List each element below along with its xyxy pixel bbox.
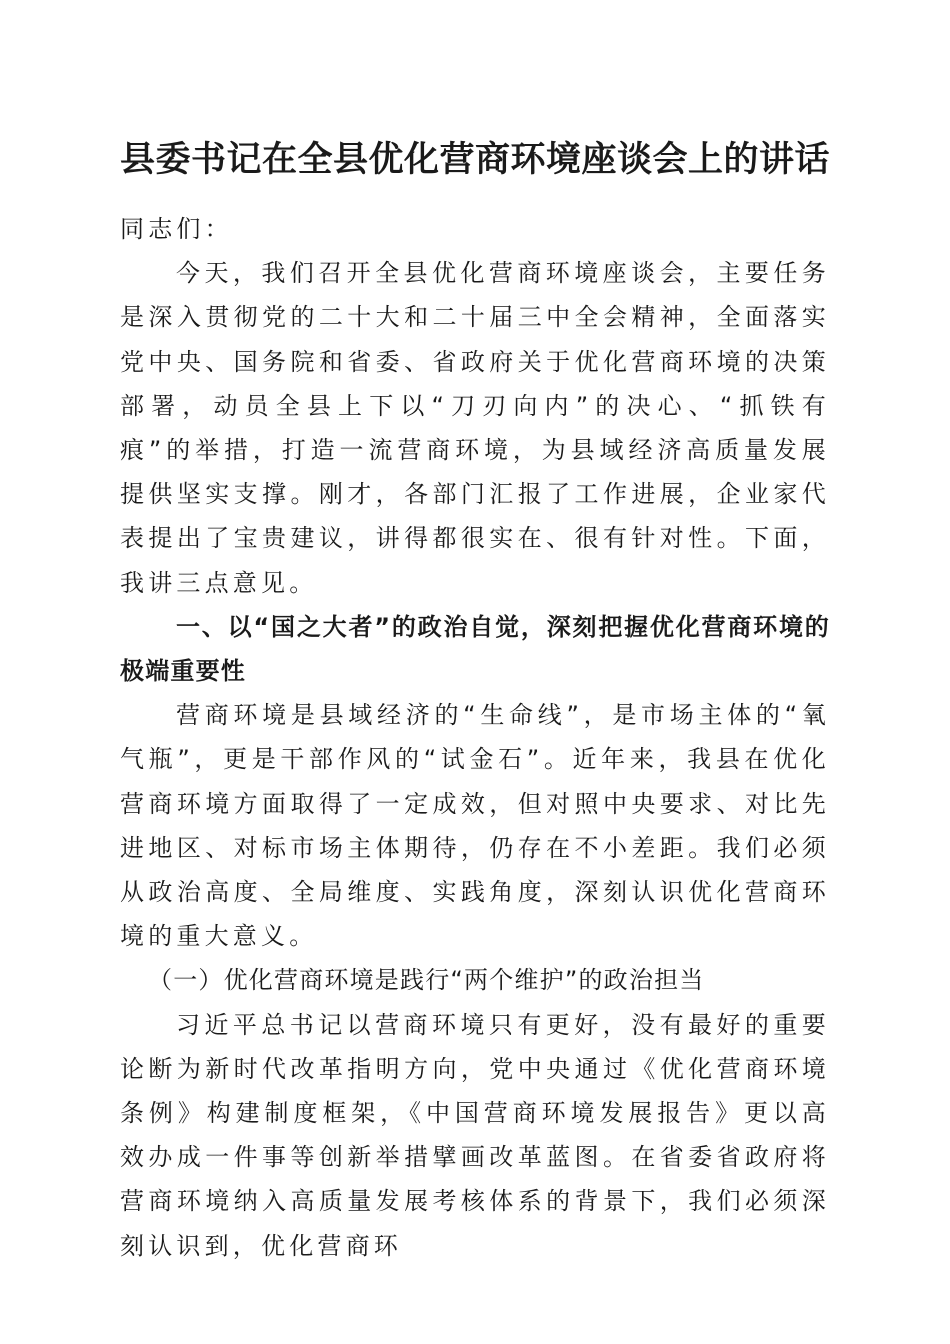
paragraph-subsection-1: 习近平总书记以营商环境只有更好，没有最好的重要论断为新时代改革指明方向，党中央通过《优化营商环境条例》构建制度框架，《中国营商环境发展报告》更以高效办成一件事等创新举措擘画改革蓝图。在省委省政府将营商环境纳入高质量发展考核体系的背景下，我们必须深刻认识到，优化营商环 — [120, 1010, 830, 1260]
salutation: 同志们： — [120, 215, 233, 243]
subsection-heading-1: （一）优化营商环境是践行“两个维护”的政治担当 — [148, 966, 705, 995]
paragraph-section-1: 营商环境是县域经济的“生命线”，是市场主体的“氧气瓶”，更是干部作风的“试金石”。近年来，我县在优化营商环境方面取得了一定成效，但对照中央要求、对比先进地区、对标市场主体期待，仍存在不小差距。我们必须从政治高度、全局维度、实践角度，深刻认识优化营商环境的重大意义。 — [120, 701, 830, 951]
document-title: 县委书记在全县优化营商环境座谈会上的讲话 — [119, 139, 830, 180]
section-heading-1: 一、以“国之大者”的政治自觉，深刻把握优化营商环境的极端重要性 — [120, 612, 830, 686]
document-body — [120, 207, 830, 1268]
paragraph-intro: 今天，我们召开全县优化营商环境座谈会，主要任务是深入贯彻党的二十大和二十届三中全会精神，全面落实党中央、国务院和省委、省政府关于优化营商环境的决策部署，动员全县上下以“刀刃向内”的决心、“抓铁有痕”的举措，打造一流营商环境，为县域经济高质量发展提供坚实支撑。刚才，各部门汇报了工作进展，企业家代表提出了宝贵建议，讲得都很实在、很有针对性。下面，我讲三点意见。 — [120, 259, 830, 597]
